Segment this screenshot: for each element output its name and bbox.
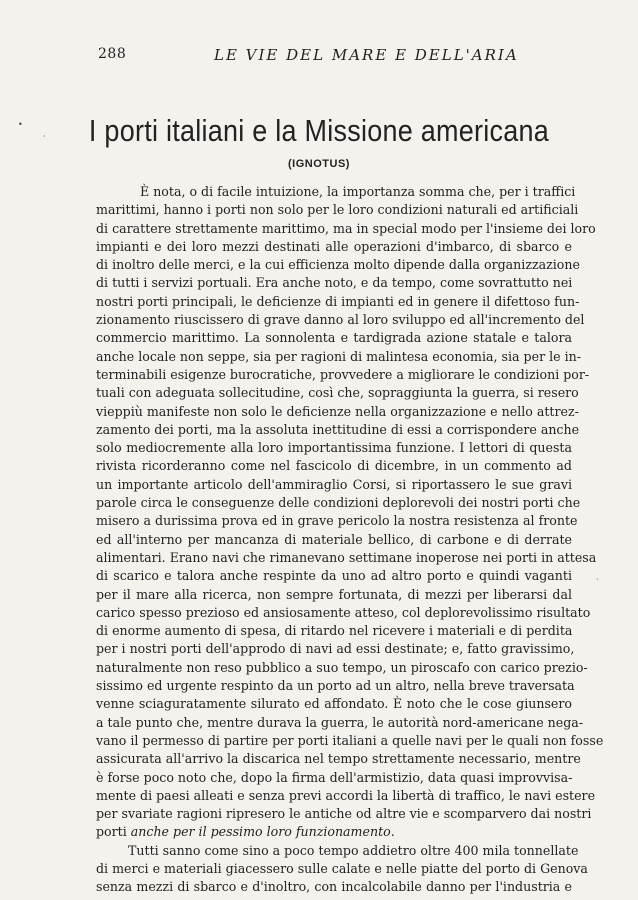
- text-line: alimentari. Erano navi che rimanevano settimane inoperose nei porti in attesa: [96, 549, 597, 565]
- article-author: (IGNOTUS): [288, 158, 350, 170]
- text-line: vieppiù manifeste non solo le deficienze nella organizzazione e nello attrez-: [96, 403, 579, 419]
- text-line: parole circa le conseguenze delle condizioni deplorevoli dei nostri porti che: [96, 495, 581, 511]
- text-line: ed all'interno per mancanza di materiale bellico, di carbone e di derrate: [96, 531, 572, 547]
- text-line: tuali con adeguata sollecitudine, così che, sopraggiunta la guerra, si resero: [96, 385, 579, 401]
- text-line: di inoltro delle merci, e la cui efficienza molto dipende dalla organizzazione: [96, 257, 580, 273]
- text-line: di merci e materiali giacessero sulle calate e nelle piatte del porto di Genova: [96, 860, 588, 876]
- article-title: I porti italiani e la Missione americana: [88, 113, 550, 148]
- text-line: per i nostri porti dell'approdo di navi ad essi destinate; e, fatto gravissimo,: [96, 641, 575, 657]
- running-title: LE VIE DEL MARE E DELL'ARIA: [214, 46, 519, 64]
- text-line: carico spesso prezioso ed ansiosamente atteso, col deplorevolissimo risultato: [96, 604, 591, 620]
- text-line: nostri porti principali, le deficienze di impianti ed in genere il difettoso fun-: [96, 293, 580, 309]
- text-line: anche locale non seppe, sia per ragioni di malintesa economia, sia per le in-: [96, 348, 581, 364]
- article-body: [96, 183, 604, 897]
- text-line: di scarico e talora anche respinte da uno ad altro porto e quindi vaganti: [96, 568, 572, 584]
- text-line: di carattere strettamente marittimo, ma in special modo per l'insieme dei loro: [96, 220, 596, 236]
- italic-phrase: anche per il pessimo loro funzionamento: [130, 824, 391, 840]
- text-line: zamento dei porti, ma la assoluta inettitudine di essi a corrispondere anche: [96, 421, 580, 437]
- page-number: 288: [98, 46, 127, 62]
- margin-speck: ·: [596, 575, 599, 584]
- text-line: per il mare alla ricerca, non sempre fortunata, di mezzi per liberarsi dal: [96, 586, 572, 602]
- text-line: sissimo ed urgente respinto da un porto ad un altro, nella breve traversata: [96, 678, 575, 694]
- text-line: di enorme aumento di spesa, di ritardo nel ricevere i materiali e di perdita: [96, 623, 573, 639]
- text-fragment: porti: [96, 824, 131, 840]
- text-line: marittimi, hanno i porti non solo per le loro condizioni naturali ed artificiali: [96, 202, 579, 218]
- text-line: mente di paesi alleati e senza previ accordi la libertà di traffico, le navi estere: [96, 787, 596, 803]
- text-line: venne sciaguratamente silurato ed affondato. È noto che le cose giunsero: [96, 696, 572, 712]
- text-line: misero a durissima prova ed in grave pericolo la nostra resistenza al fronte: [96, 513, 578, 529]
- text-fragment: .: [390, 824, 395, 840]
- text-line: commercio marittimo. La sonnolenta e tardigrada azione statale e talora: [96, 330, 572, 346]
- text-line-final: [96, 823, 572, 841]
- text-line: impianti e dei loro mezzi destinati alle operazioni d'imbarco, di sbarco e: [96, 238, 572, 254]
- text-line: un importante articolo dell'ammiraglio Corsi, si riportassero le sue gravi: [96, 476, 572, 492]
- text-line: rivista ricorderanno come nel fascicolo di dicembre, in un commento ad: [96, 458, 572, 474]
- text-line: senza mezzi di sbarco e d'inoltro, con incalcolabile danno per l'industria e: [96, 879, 572, 895]
- text-line: solo mediocremente alla loro importantissima funzione. I lettori di questa: [96, 440, 572, 456]
- margin-speck: •: [18, 120, 23, 129]
- text-line: di tutti i servizi portuali. Era anche noto, e da tempo, come sovrattutto nei: [96, 275, 573, 291]
- text-line: vano il permesso di partire per porti italiani a quelle navi per le quali non fosse: [96, 732, 604, 748]
- text-line: è forse poco noto che, dopo la firma dell'armistizio, data quasi improvvisa-: [96, 769, 573, 785]
- text-line: per svariate ragioni ripresero le antiche od altre vie e scomparvero dai nostri: [96, 806, 592, 822]
- text-line: Tutti sanno come sino a poco tempo addietro oltre 400 mila tonnellate: [128, 842, 579, 858]
- text-line: naturalmente non reso pubblico a suo tempo, un piroscafo con carico prezio-: [96, 659, 588, 675]
- margin-speck: ·: [43, 132, 46, 141]
- page-header: [98, 46, 560, 66]
- text-line: zionamento riuscissero di grave danno al loro sviluppo ed all'incremento del: [96, 312, 585, 328]
- text-line: a tale punto che, mentre durava la guerra, le autorità nord-americane nega-: [96, 714, 584, 730]
- text-line: terminabili esigenze burocratiche, provvedere a migliorare le condizioni por-: [96, 366, 590, 382]
- text-line: assicurata all'arrivo la discarica nel tempo strettamente necessario, mentre: [96, 751, 581, 767]
- text-line: È nota, o di facile intuizione, la importanza somma che, per i traffici: [140, 184, 576, 199]
